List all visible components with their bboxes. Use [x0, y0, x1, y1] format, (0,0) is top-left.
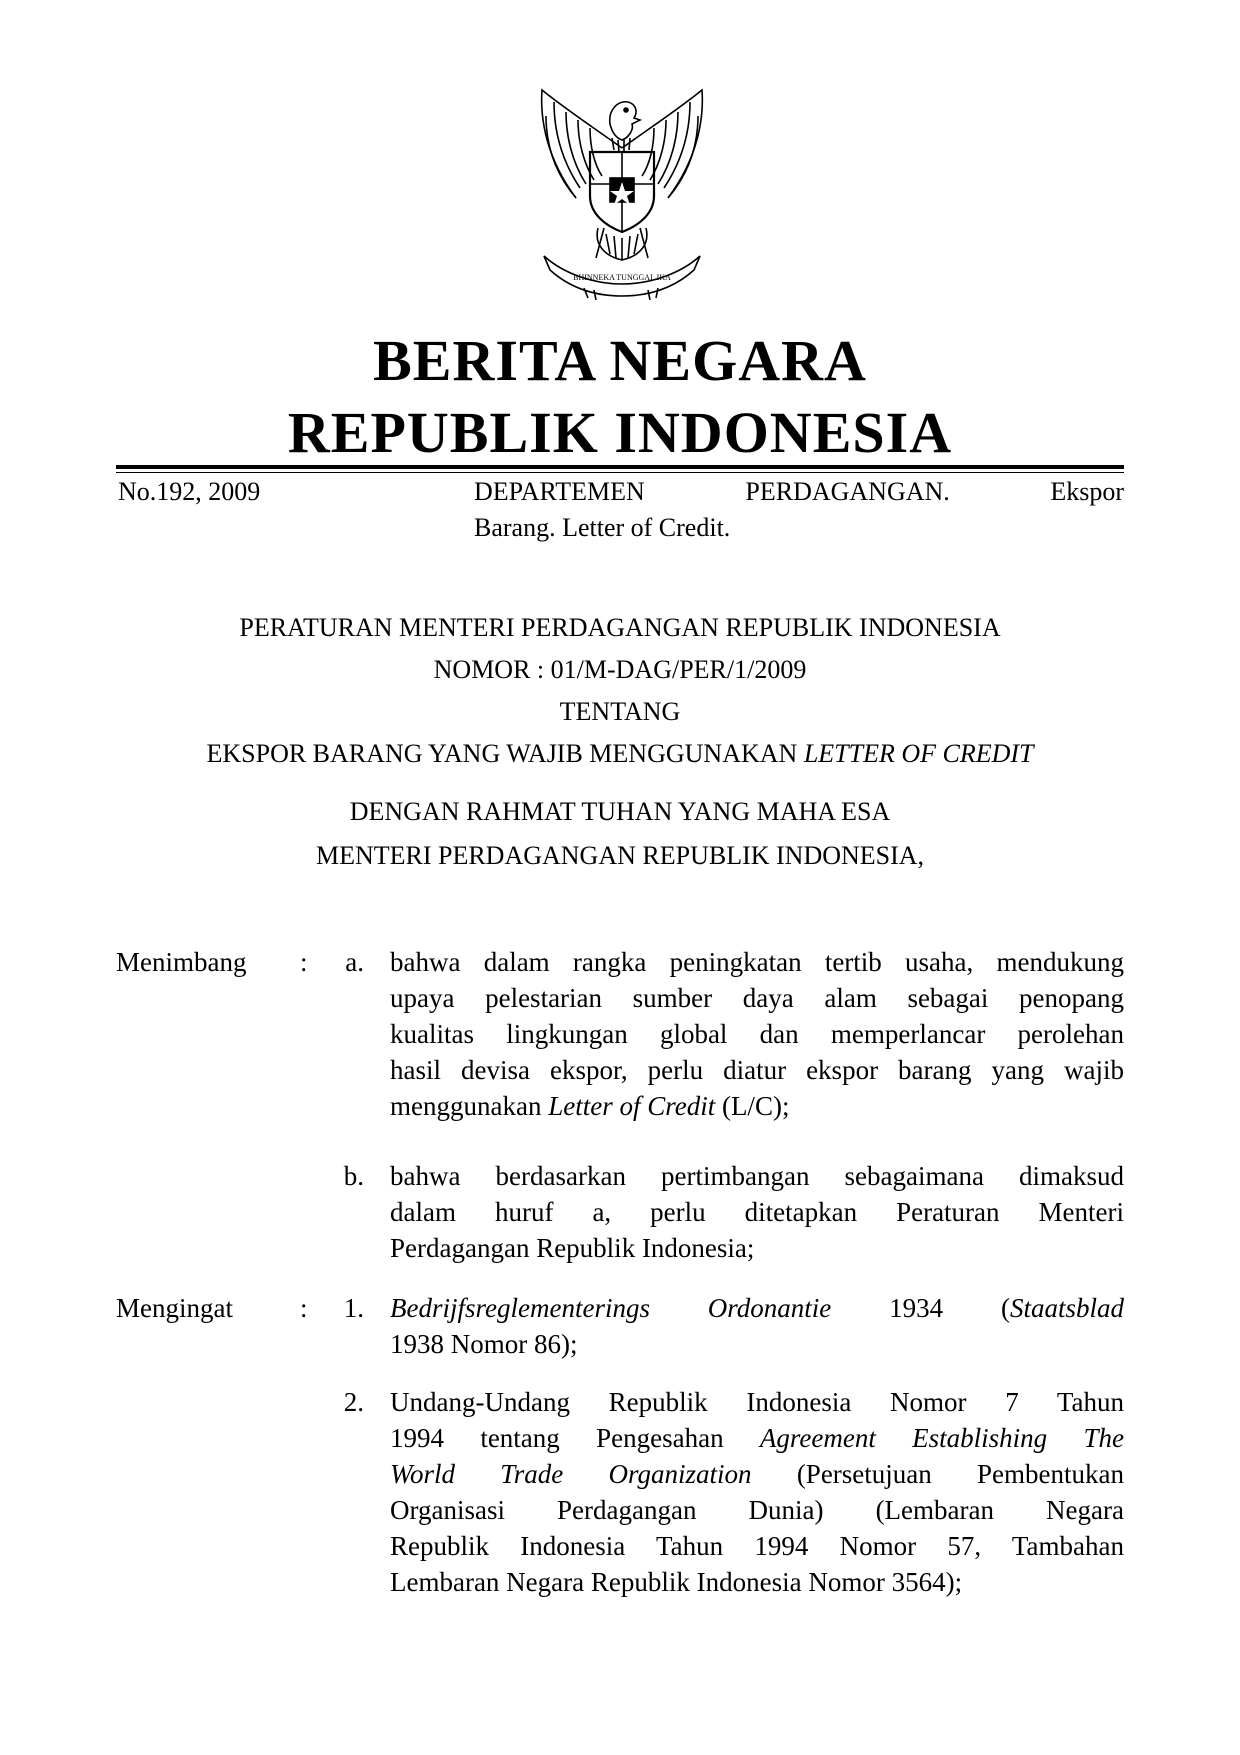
text-segment-italic: Staatsblad — [1009, 1293, 1124, 1323]
issue-subject-line: DEPARTEMEN PERDAGANGAN. Ekspor — [474, 477, 1124, 506]
emblem-motto: BHINNEKA TUNGGAL IKA — [573, 273, 671, 282]
text-line: kualitas lingkungan global dan memperlancar perolehan — [390, 1019, 1124, 1049]
menimbang-item-marker: a. — [345, 947, 364, 977]
text-line: 1938 Nomor 86); — [390, 1329, 578, 1359]
regulation-number: NOMOR : 01/M-DAG/PER/1/2009 — [433, 655, 807, 684]
mengingat-colon: : — [300, 1293, 308, 1323]
issuer: MENTERI PERDAGANGAN REPUBLIK INDONESIA, — [315, 841, 925, 870]
mengingat-item-marker: 1. — [343, 1293, 364, 1323]
issue-subject — [474, 474, 1124, 546]
text-segment: (Persetujuan Pembentukan — [751, 1459, 1124, 1489]
text-segment-italic: Letter of Credit — [548, 1091, 716, 1121]
text-segment-italic: Agreement Establishing The — [759, 1423, 1124, 1453]
text-line: Lembaran Negara Republik Indonesia Nomor 3564); — [390, 1567, 963, 1597]
regulation-type: PERATURAN MENTERI PERDAGANGAN REPUBLIK INDONESIA — [239, 613, 1001, 642]
text-line: Perdagangan Republik Indonesia; — [390, 1233, 755, 1263]
text-line — [390, 1088, 1124, 1124]
text-segment: 1934 ( — [831, 1293, 1010, 1323]
regulation-subject-italic: LETTER OF CREDIT — [803, 739, 1034, 768]
text-segment: 1994 tentang Pengesahan — [390, 1423, 760, 1453]
text-line: Undang-Undang Republik Indonesia Nomor 7 Tahun — [390, 1387, 1124, 1417]
regulation-about: TENTANG — [559, 697, 681, 726]
text-line: Organisasi Perdagangan Dunia) (Lembaran Negara — [390, 1495, 1124, 1525]
masthead-title-line2: REPUBLIK INDONESIA — [287, 400, 953, 465]
text-segment-italic: World Trade Organization — [390, 1459, 752, 1489]
text-line — [390, 1456, 1124, 1492]
text-line: Republik Indonesia Tahun 1994 Nomor 57, Tambahan — [390, 1531, 1124, 1561]
text-line: upaya pelestarian sumber daya alam sebagai penopang — [390, 983, 1124, 1013]
issue-subject-line: Barang. Letter of Credit. — [474, 513, 731, 542]
menimbang-item-marker: b. — [343, 1161, 364, 1191]
mengingat-label: Mengingat — [116, 1293, 233, 1323]
menimbang-item-a — [390, 944, 1124, 1124]
text-line: dalam huruf a, perlu ditetapkan Peraturan Menteri — [390, 1197, 1124, 1227]
mengingat-item-1 — [390, 1290, 1124, 1362]
masthead-rule — [116, 465, 1124, 469]
invocation: DENGAN RAHMAT TUHAN YANG MAHA ESA — [349, 797, 891, 826]
garuda-emblem-icon — [524, 88, 720, 300]
regulation-subject — [0, 738, 1240, 770]
issue-number: No.192, 2009 — [118, 477, 261, 506]
text-segment: menggunakan — [390, 1091, 549, 1121]
masthead-rule-thin — [116, 472, 1124, 473]
text-line: bahwa dalam rangka peningkatan tertib usaha, mendukung — [390, 947, 1124, 977]
text-line: hasil devisa ekspor, perlu diatur ekspor barang yang wajib — [390, 1055, 1124, 1085]
masthead-title-line1: BERITA NEGARA — [373, 328, 867, 393]
mengingat-item-2 — [390, 1384, 1124, 1600]
text-line: bahwa berdasarkan pertimbangan sebagaimana dimaksud — [390, 1161, 1124, 1191]
text-line — [390, 1290, 1124, 1326]
regulation-subject-prefix: EKSPOR BARANG YANG WAJIB MENGGUNAKAN — [206, 739, 804, 768]
text-segment: (L/C); — [715, 1091, 790, 1121]
text-segment-italic: Bedrijfsreglementerings Ordonantie — [390, 1293, 832, 1323]
mengingat-item-marker: 2. — [343, 1387, 364, 1417]
menimbang-item-b — [390, 1158, 1124, 1266]
menimbang-colon: : — [300, 947, 308, 977]
menimbang-label: Menimbang — [116, 947, 247, 977]
text-line — [390, 1420, 1124, 1456]
